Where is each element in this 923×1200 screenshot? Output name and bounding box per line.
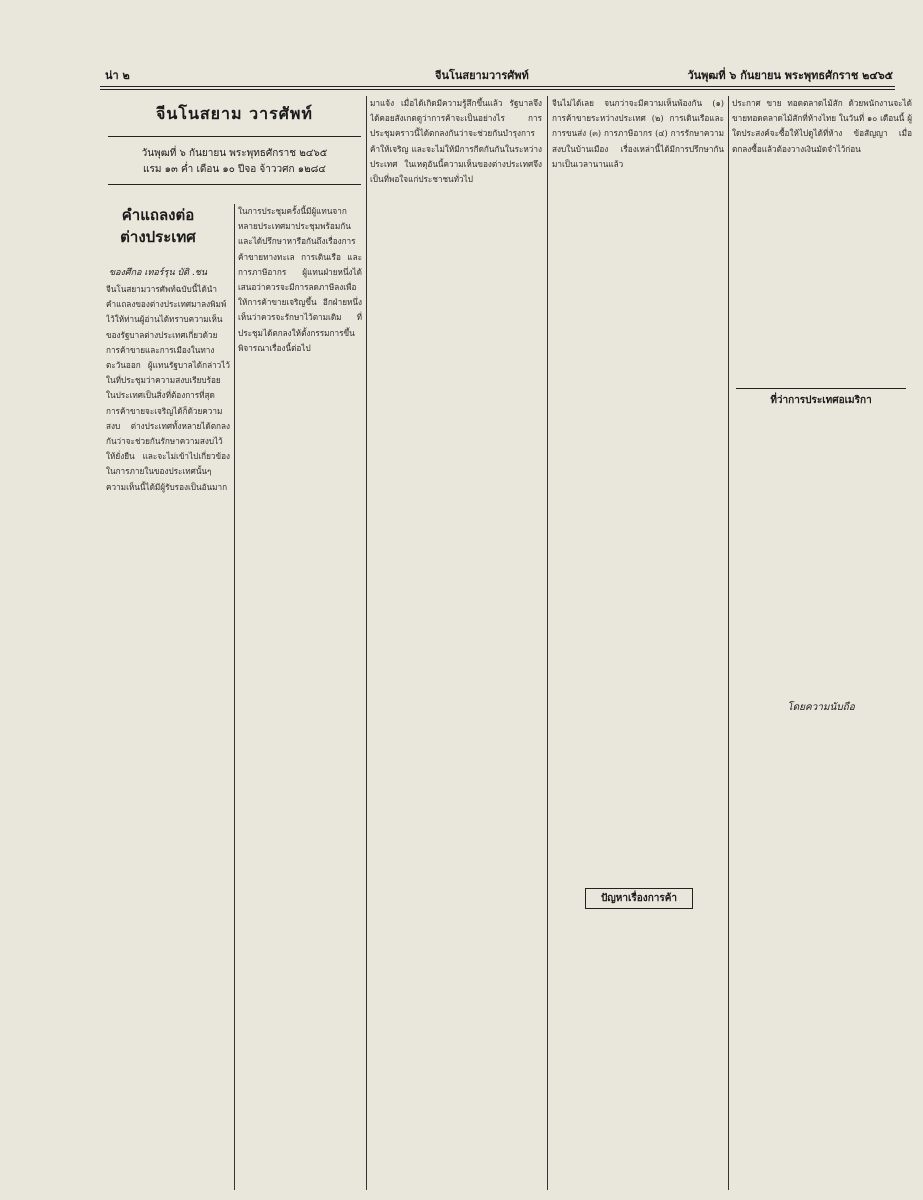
column-5-subheading: ที่ว่าการประเทศอเมริกา [736,388,906,408]
column-4-section-heading: ปัญหาเรื่องการค้า [585,888,693,909]
column-3 [370,96,542,1184]
column-2 [238,204,362,1184]
column-4-text: จีนไม่ได้เลย จนกว่าจะมีความเห็นพ้องกัน (๑) การค้าขายระหว่างประเทศ (๒) การเดินเรือและการขนส่ง (๓) การภาษีอากร (๔) การรักษาความสงบในบ้านเมือง เรื่องเหล่านี้ได้มีการปรึกษากันมาเป็นเวลานานแล้ว [552,98,724,169]
column-5-signoff: โดยความนับถือ [787,702,855,713]
masthead-rule-bottom [108,184,361,185]
column-separator [234,204,235,1190]
masthead-rule [108,136,361,137]
column-5-text: ประกาศ ขาย ทอดตลาดไม้สัก ด้วยพนักงานจะได้ขายทอดตลาดไม้สักที่ห้างไทย ในวันที่ ๑๐ เดือนนี้ ผู้ใดประสงค์จะซื้อให้ไปดูได้ที่ห้าง ข้อสัญญา เมื่อตกลงซื้อแล้วต้องวางเงินมัดจำไว้ก่อน [732,98,912,154]
column-2-text: ในการประชุมครั้งนี้มีผู้แทนจากหลายประเทศมาประชุมพร้อมกัน และได้ปรึกษาหารือกันถึงเรื่องการค้าขายทางทะเล การเดินเรือ และการภาษีอากร ผู้แทนฝ่ายหนึ่งได้เสนอว่าควรจะมีการลดภาษีลงเพื่อให้การค้าขายเจริญขึ้น อีกฝ่ายหนึ่งเห็นว่าควรจะรักษาไว้ตามเดิม ที่ประชุมได้ตกลงให้ตั้งกรรมการขึ้นพิจารณาเรื่องนี้ต่อไป [238,206,362,353]
column-5 [732,96,912,1184]
article-title-line1: คำแถลงต่อ [121,206,195,224]
article-byline: ของศึกอ เทอร์รุน บัติ .ชน [108,268,207,278]
column-separator [547,96,548,1190]
page-header [105,66,893,84]
page-number: น่า ๒ [105,69,130,82]
column-4 [552,96,724,1184]
masthead-volume: แรม ๑๓ ค่ำ เดือน ๑๐ ปีจอ จ้าววศก ๑๒๘๔ [143,164,326,175]
header-rule-2 [100,89,895,90]
article-title-line2: ต่างประเทศ [120,228,196,246]
header-rule [100,86,895,87]
column-separator [728,96,729,1190]
column-1-text: จีนโนสยามวารศัพท์ฉบับนี้ได้นำคำแถลงของต่างประเทศมาลงพิมพ์ไว้ให้ท่านผู้อ่านได้ทราบความเห็นของรัฐบาลต่างประเทศเกี่ยวด้วยการค้าขายและการเมืองในทางตะวันออก ผู้แทนรัฐบาลได้กล่าวไว้ในที่ประชุมว่าความสงบเรียบร้อยในประเทศเป็นสิ่งที่ต้องการที่สุด การค้าขายจะเจริญได้ก็ด้วยความสงบ ต่างประเทศทั้งหลายได้ตกลงกันว่าจะช่วยกันรักษาความสงบไว้ให้ยั่งยืน และจะไม่เข้าไปเกี่ยวข้องในการภายในของประเทศนั้นๆ ความเห็นนี้ได้มีผู้รับรองเป็นอันมาก [106,284,230,492]
column-separator [366,96,367,1190]
header-date: วันพุฒที่ ๖ กันยายน พระพุทธศักราช ๒๔๖๕ [687,69,893,82]
column-3-text: มาแจ้ง เมื่อได้เกิดมีความรู้สึกขึ้นแล้ว รัฐบาลจึงได้คอยสังเกตดูว่าการค้าจะเป็นอย่างไร การประชุมคราวนี้ได้ตกลงกันว่าจะช่วยกันบำรุงการค้าให้เจริญ และจะไม่ให้มีการกีดกันกันในระหว่างประเทศ ในเหตุอันนี้ความเห็นของต่างประเทศจึงเป็นที่พอใจแก่ประชาชนทั่วไป [370,98,542,185]
masthead [108,96,361,201]
masthead-date: วันพุฒที่ ๖ กันยายน พระพุทธศักราช ๒๔๖๕ [141,148,328,159]
masthead-title: จีนโนสยาม วารศัพท์ [156,104,313,123]
column-1 [106,282,230,1182]
paper-name: จีนโนสยามวารศัพท์ [435,69,529,82]
article-title [106,204,210,248]
